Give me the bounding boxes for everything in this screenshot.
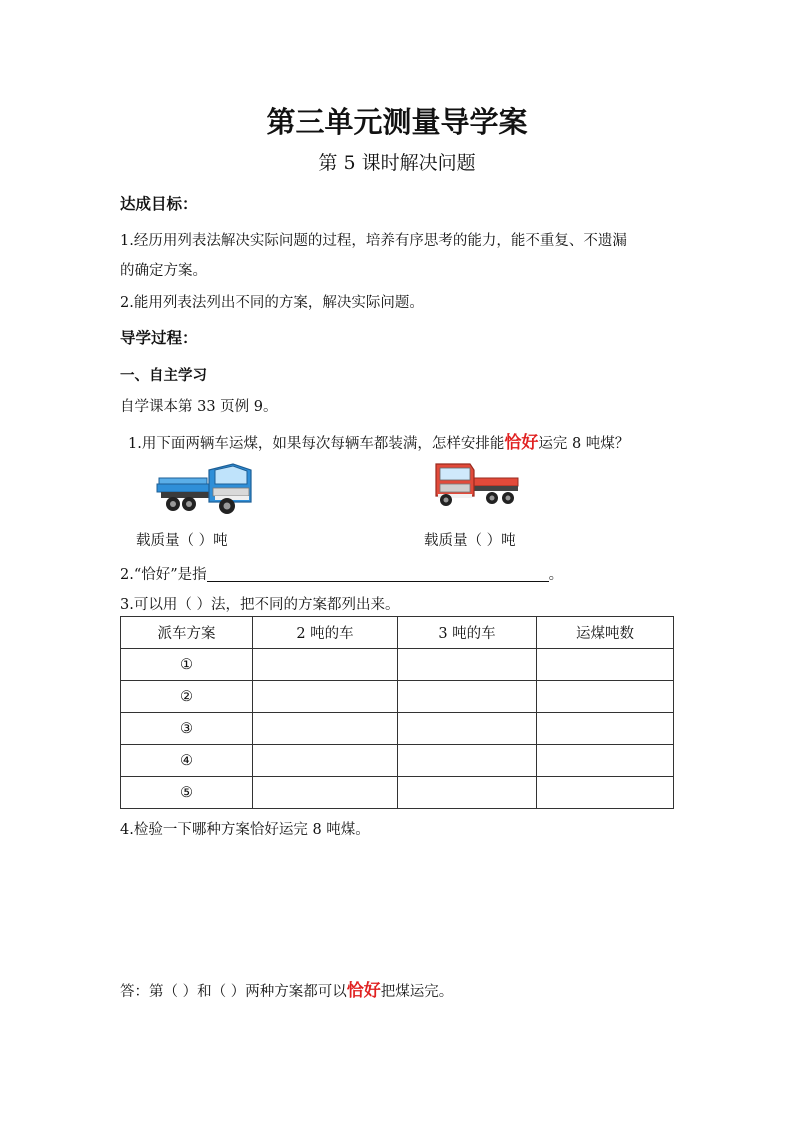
header-2-ton: 2 吨的车 [253,617,398,649]
table-row [121,681,674,713]
question-4: 4.检验一下哪种方案恰好运完 8 吨煤。 [120,822,370,838]
table-row [121,713,674,745]
empty-cell [253,681,398,713]
empty-cell [537,745,674,777]
lesson-subtitle: 第 5 课时解决问题 [318,152,476,174]
header-plan: 派车方案 [121,617,253,649]
goals-heading: 达成目标： [120,195,198,213]
header-total-tons: 运煤吨数 [537,617,674,649]
empty-cell [253,713,398,745]
empty-cell [253,649,398,681]
answer-line [120,976,453,1001]
table-header-row [121,617,674,649]
answer-text-end: 把煤运完。 [380,984,454,1000]
blue-truck-capacity-label: 载质量（ ）吨 [136,533,228,549]
plan-number: ⑤ [121,777,253,809]
empty-cell [537,681,674,713]
blue-truck-icon [155,460,255,516]
goal-item-1-line-1: 1.经历用列表法解决实际问题的过程，培养有序思考的能力，能不重复、不遗漏 [120,233,627,249]
question-1-text-end: 运完 8 吨煤？ [538,436,630,452]
question-2 [120,563,563,584]
question-1 [128,428,629,453]
table-row [121,649,674,681]
empty-cell [398,681,537,713]
answer-text: 答：第（ ）和（ ）两种方案都可以 [120,984,347,1000]
answer-blank-line [207,565,549,582]
red-truck-icon [432,458,522,508]
goal-item-2: 2.能用列表法列出不同的方案，解决实际问题。 [120,295,424,311]
table-row [121,777,674,809]
plan-number: ② [121,681,253,713]
empty-cell [253,777,398,809]
plan-number: ③ [121,713,253,745]
empty-cell [537,713,674,745]
plan-number: ④ [121,745,253,777]
plan-number: ① [121,649,253,681]
table-row [121,745,674,777]
empty-cell [253,745,398,777]
section-self-study: 一、自主学习 [120,368,207,384]
process-heading: 导学过程： [120,329,198,347]
empty-cell [398,745,537,777]
empty-cell [398,713,537,745]
question-2-text: 2.“恰好”是指 [120,567,207,583]
self-study-instruction: 自学课本第 33 页例 9。 [120,399,278,415]
empty-cell [398,649,537,681]
question-2-end: 。 [548,567,564,583]
question-3: 3.可以用（ ）法，把不同的方案都列出来。 [120,597,400,613]
question-1-text: 1.用下面两辆车运煤，如果每次每辆车都装满，怎样安排能 [128,436,505,452]
goal-item-1-line-2: 的确定方案。 [120,263,207,279]
empty-cell [398,777,537,809]
red-truck-capacity-label: 载质量（ ）吨 [424,533,516,549]
plan-table [120,616,674,809]
empty-cell [537,649,674,681]
page-title: 第三单元测量导学案 [266,105,528,139]
empty-cell [537,777,674,809]
header-3-ton: 3 吨的车 [398,617,537,649]
highlight-word: 恰好 [346,981,381,1001]
highlight-word: 恰好 [504,433,539,453]
